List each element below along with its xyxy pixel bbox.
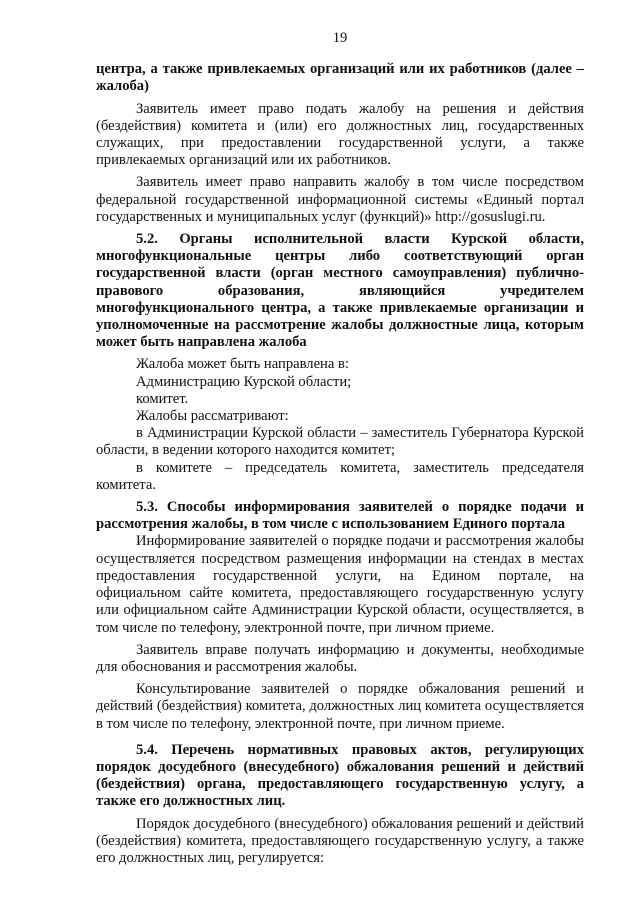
page-number: 19 — [332, 30, 348, 46]
paragraph-complaint-right: Заявитель имеет право подать жалобу на решения и действия (бездействия) комитета и (или) его должностных лиц, государственных служащих, при предоставлении государственной услуги, а также привлекаемых организаций или их работников. — [96, 100, 584, 169]
paragraph-committee-reviewer: в комитете – председатель комитета, заместитель председателя комитета. — [96, 459, 584, 493]
section-heading-5-3: 5.3. Способы информирования заявителей о порядке подачи и рассмотрения жалобы, в том числе с использованием Единого портала — [96, 499, 584, 533]
paragraph-complaints-reviewed: Жалобы рассматривают: — [136, 408, 289, 425]
paragraph-complaint-portal: Заявитель имеет право направить жалобу в том числе посредством федеральной государственной информационной системы «Единый портал государственных и муниципальных услуг (функций)» http://gosuslugi.ru. — [96, 174, 584, 225]
paragraph-consulting: Консультирование заявителей о порядке обжалования решений и действий (бездействия) комитета, должностных лиц комитета осуществляется в том числе по телефону, электронной почте, при личном приеме. — [96, 681, 584, 732]
paragraph-right-to-information: Заявитель вправе получать информацию и документы, необходимые для обоснования и рассмотрения жалобы. — [96, 641, 584, 675]
paragraph-heading-continuation: центра, а также привлекаемых организаций или их работников (далее – жалоба) — [96, 61, 584, 95]
document-page — [96, 30, 584, 867]
section-heading-5-4: 5.4. Перечень нормативных правовых актов, регулирующих порядок досудебного (внесудебного) обжалования решений и действий (бездействия) органа, предоставляющего государственную услугу, а также его должностных лиц. — [96, 741, 584, 810]
paragraph-appeal-procedure: Порядок досудебного (внесудебного) обжалования решений и действий (бездействия) комитета, предоставляющего государственную услугу, а также его должностных лиц, регулируется: — [96, 815, 584, 866]
list-item-committee: комитет. — [136, 390, 189, 407]
paragraph-administration-reviewer: в Администрации Курской области – заместитель Губернатора Курской области, в ведении которого находится комитет; — [96, 425, 584, 459]
section-heading-5-2: 5.2. Органы исполнительной власти Курской области, многофункциональные центры либо соответствующий орган государственной власти (орган местного самоуправления) публично-правового образования, являющийся учредителем многофункционального центра, а также привлекаемые организации и уполномоченные на рассмотрение жалобы должностные лица, которым может быть направлена жалоба — [96, 231, 584, 351]
paragraph-complaint-sent-to: Жалоба может быть направлена в: — [136, 356, 349, 373]
paragraph-informing: Информирование заявителей о порядке подачи и рассмотрения жалобы осуществляется посредством размещения информации на стендах в местах предоставления государственной услуги, на Едином портале, на официальном сайте комитета, предоставляющего государственную услугу или официальном сайте Администрации Курской области, осуществляется, в том числе по телефону, электронной почте, при личном приеме. — [96, 533, 584, 636]
list-item-administration: Администрацию Курской области; — [136, 373, 352, 390]
